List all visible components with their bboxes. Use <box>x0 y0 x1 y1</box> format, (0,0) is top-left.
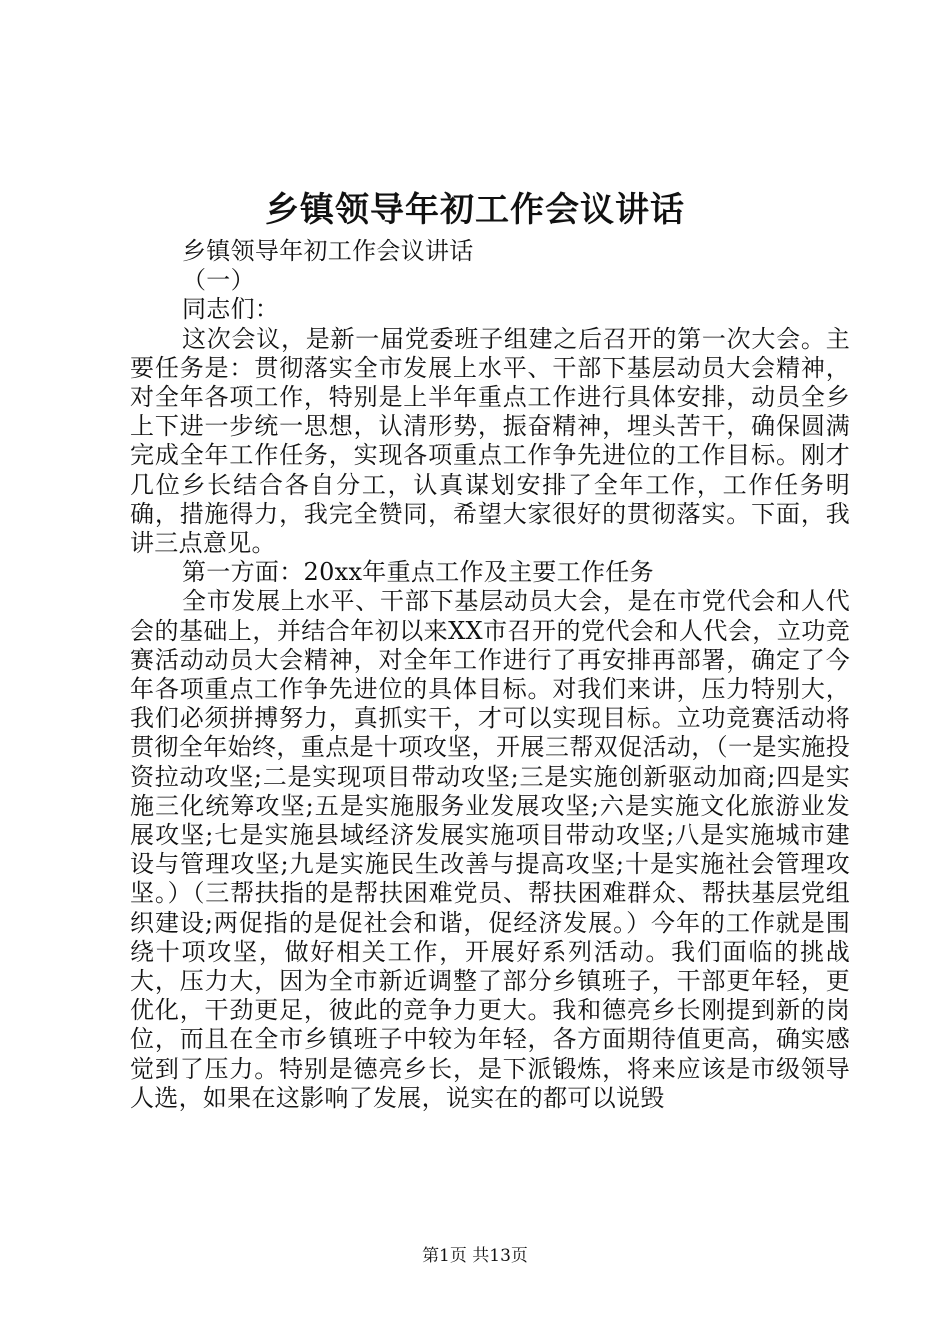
page-number-footer: 第1页 共13页 <box>422 1246 528 1266</box>
section-marker: （一） <box>182 266 255 295</box>
document-subtitle: 乡镇领导年初工作会议讲话 <box>182 237 474 265</box>
document-title: 乡镇领导年初工作会议讲话 <box>265 190 685 230</box>
paragraph-main: 全市发展上水平、干部下基层动员大会，是在市党代会和人代会的基础上，并结合年初以来XX市召开的党代会和人代会，立功竞赛活动动员大会精神，对全年工作进行了再安排再部署，确定了今年各项重点工作争先进位的具体目标。对我们来讲，压力特别大，我们必须拼搏努力，真抓实干，才可以实现目标。立功竞赛活动将贯彻全年始终，重点是十项攻坚，开展三帮双促活动，（一是实施投资拉动攻坚;二是实现项目带动攻坚;三是实施创新驱动加商;四是实施三化统筹攻坚;五是实施服务业发展攻坚;六是实施文化旅游业发展攻坚;七是实施县域经济发展实施项目带动攻坚;八是实施城市建设与管理攻坚;九是实施民生改善与提高攻坚;十是实施社会管理攻坚。）（三帮扶指的是帮扶困难党员、帮扶困难群众、帮扶基层党组织建设;两促指的是促社会和谐，促经济发展。）今年的工作就是围绕十项攻坚，做好相关工作，开展好系列活动。我们面临的挑战大，压力大，因为全市新近调整了部分乡镇班子，干部更年轻，更优化，干劲更足，彼此的竞争力更大。我和德亮乡长刚提到新的岗位，而且在全市乡镇班子中较为年轻，各方面期待值更高，确实感觉到了压力。特别是德亮乡长，是下派锻炼，将来应该是市级领导人选，如果在这影响了发展，说实在的都可以说毁 <box>130 587 850 1112</box>
paragraph-intro: 这次会议，是新一届党委班子组建之后召开的第一次大会。主要任务是：贯彻落实全市发展上水平、干部下基层动员大会精神，对全年各项工作，特别是上半年重点工作进行具体安排，动员全乡上下进一步统一思想，认清形势，振奋精神，埋头苦干，确保圆满完成全年工作任务，实现各项重点工作争先进位的工作目标。刚才几位乡长结合各自分工，认真谋划安排了全年工作，工作任务明确，措施得力，我完全赞同，希望大家很好的贯彻落实。下面，我讲三点意见。 <box>130 324 850 558</box>
document-body <box>130 237 850 1113</box>
greeting: 同志们： <box>182 295 280 324</box>
section-heading: 第一方面：20xx年重点工作及主要工作任务 <box>182 558 654 587</box>
